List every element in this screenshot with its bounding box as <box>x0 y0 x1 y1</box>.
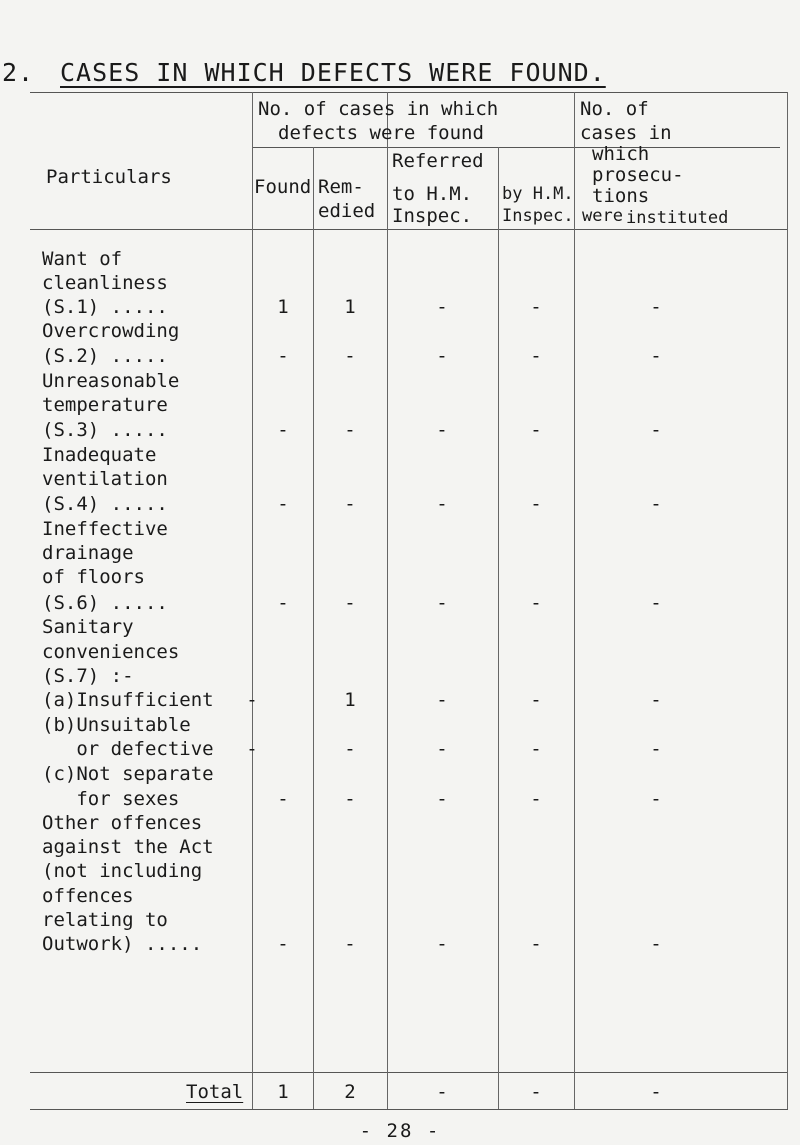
cell-remedied: - <box>344 419 356 441</box>
row-label-line: Want of <box>42 248 123 270</box>
row-label-line: (b)Unsuitable <box>42 714 191 736</box>
cell-to-hm: - <box>436 419 448 441</box>
cell-remedied: - <box>344 345 356 367</box>
cell-found: - <box>277 788 289 810</box>
header-by-hm-line1: by H.M. <box>502 184 574 204</box>
row-label-line: Ineffective <box>42 518 168 540</box>
header-prosecutions-line1: No. of <box>580 98 649 120</box>
cell-prosecutions: - <box>650 345 662 367</box>
row-label-line: or defective <box>42 738 214 760</box>
cell-by-hm: - <box>530 933 542 955</box>
header-remedied-line1: Rem- <box>318 176 364 198</box>
cell-prosecutions: - <box>650 592 662 614</box>
cell-prosecutions: - <box>650 689 662 711</box>
cell-by-hm: - <box>530 788 542 810</box>
header-prosecutions-line6: were <box>582 206 623 226</box>
cell-found: - <box>277 933 289 955</box>
total-found: 1 <box>277 1081 289 1103</box>
cell-found: - <box>246 689 258 711</box>
page-number: - 28 - <box>359 1120 441 1142</box>
header-defects-group-line2: defects were found <box>278 122 484 144</box>
cell-to-hm: - <box>436 296 448 318</box>
cell-to-hm: - <box>436 592 448 614</box>
row-label-line: (S.7) :- <box>42 665 134 687</box>
cell-remedied: - <box>344 592 356 614</box>
cell-to-hm: - <box>436 738 448 760</box>
cell-by-hm: - <box>530 493 542 515</box>
cell-remedied: - <box>344 788 356 810</box>
header-remedied-line2: edied <box>318 200 376 222</box>
header-to-hm-line1: to H.M. <box>392 183 473 205</box>
header-to-hm-line2: Inspec. <box>392 205 473 227</box>
cell-remedied: - <box>344 493 356 515</box>
cell-remedied: 1 <box>344 689 356 711</box>
total-prosecutions: - <box>650 1081 662 1103</box>
section-title: CASES IN WHICH DEFECTS WERE FOUND. <box>60 58 606 87</box>
cell-remedied: 1 <box>344 296 356 318</box>
cell-to-hm: - <box>436 788 448 810</box>
header-bottom-rule <box>30 229 788 230</box>
col-divider-by-hm <box>574 92 575 1109</box>
total-top-rule <box>30 1072 788 1073</box>
cell-prosecutions: - <box>650 493 662 515</box>
cell-by-hm: - <box>530 419 542 441</box>
cell-found: - <box>246 738 258 760</box>
header-defects-group-line1: No. of cases in which <box>258 98 499 120</box>
row-label-line: Sanitary <box>42 616 134 638</box>
cell-to-hm: - <box>436 933 448 955</box>
row-label-line: temperature <box>42 394 168 416</box>
row-label-line: (not including <box>42 860 203 882</box>
row-label-line: Outwork) ..... <box>42 933 203 955</box>
row-label-line: ventilation <box>42 468 168 490</box>
total-label: Total <box>186 1081 244 1103</box>
header-by-hm-line2: Inspec. <box>502 206 574 226</box>
header-referred: Referred <box>392 150 484 172</box>
cell-by-hm: - <box>530 592 542 614</box>
header-group-rule <box>252 147 780 148</box>
row-label-line: cleanliness <box>42 272 168 294</box>
row-label-line: Other offences <box>42 812 203 834</box>
header-prosecutions-line7-visible: instituted <box>626 208 729 228</box>
cell-prosecutions: - <box>650 788 662 810</box>
header-found: Found <box>254 176 312 198</box>
row-label-line: Overcrowding <box>42 320 180 342</box>
row-label-line: (a)Insufficient <box>42 689 214 711</box>
row-label-line: offences <box>42 885 134 907</box>
row-label-line: (S.4) ..... <box>42 493 168 515</box>
row-label-line: Inadequate <box>42 444 157 466</box>
row-label-line: (c)Not separate <box>42 763 214 785</box>
header-prosecutions-line3: which <box>592 143 650 165</box>
cell-prosecutions: - <box>650 933 662 955</box>
header-prosecutions-line4: prosecu- <box>592 164 684 186</box>
row-label-line: (S.1) ..... <box>42 296 168 318</box>
row-label-line: (S.2) ..... <box>42 345 168 367</box>
row-label-line: (S.6) ..... <box>42 592 168 614</box>
row-label-line: Unreasonable <box>42 370 180 392</box>
table-bottom-rule <box>30 1109 788 1110</box>
col-divider-remedied <box>387 92 388 1109</box>
row-label-line: (S.3) ..... <box>42 419 168 441</box>
cell-to-hm: - <box>436 689 448 711</box>
col-divider-found <box>313 147 314 1109</box>
row-label-line: for sexes <box>42 788 180 810</box>
cell-found: - <box>277 493 289 515</box>
cell-by-hm: - <box>530 296 542 318</box>
section-number: 2. <box>2 58 35 87</box>
cell-remedied: - <box>344 933 356 955</box>
table-right-rule <box>787 92 788 1109</box>
cell-to-hm: - <box>436 345 448 367</box>
cell-to-hm: - <box>436 493 448 515</box>
table-top-rule <box>30 92 788 93</box>
total-to-hm: - <box>436 1081 448 1103</box>
header-particulars: Particulars <box>46 166 172 188</box>
cell-prosecutions: - <box>650 738 662 760</box>
row-label-line: relating to <box>42 909 168 931</box>
total-by-hm: - <box>530 1081 542 1103</box>
cell-remedied: - <box>344 738 356 760</box>
row-label-line: of floors <box>42 566 145 588</box>
cell-by-hm: - <box>530 738 542 760</box>
cell-found: - <box>277 345 289 367</box>
header-prosecutions-line5: tions <box>592 185 650 207</box>
cell-found: - <box>277 592 289 614</box>
col-divider-to-hm <box>498 147 499 1109</box>
row-label-line: conveniences <box>42 641 180 663</box>
cell-by-hm: - <box>530 345 542 367</box>
row-label-line: drainage <box>42 542 134 564</box>
row-label-line: against the Act <box>42 836 214 858</box>
cell-found: - <box>277 419 289 441</box>
header-prosecutions-line2: cases in <box>580 122 672 144</box>
cell-found: 1 <box>277 296 289 318</box>
cell-prosecutions: - <box>650 419 662 441</box>
cell-by-hm: - <box>530 689 542 711</box>
cell-prosecutions: - <box>650 296 662 318</box>
total-remedied: 2 <box>344 1081 356 1103</box>
